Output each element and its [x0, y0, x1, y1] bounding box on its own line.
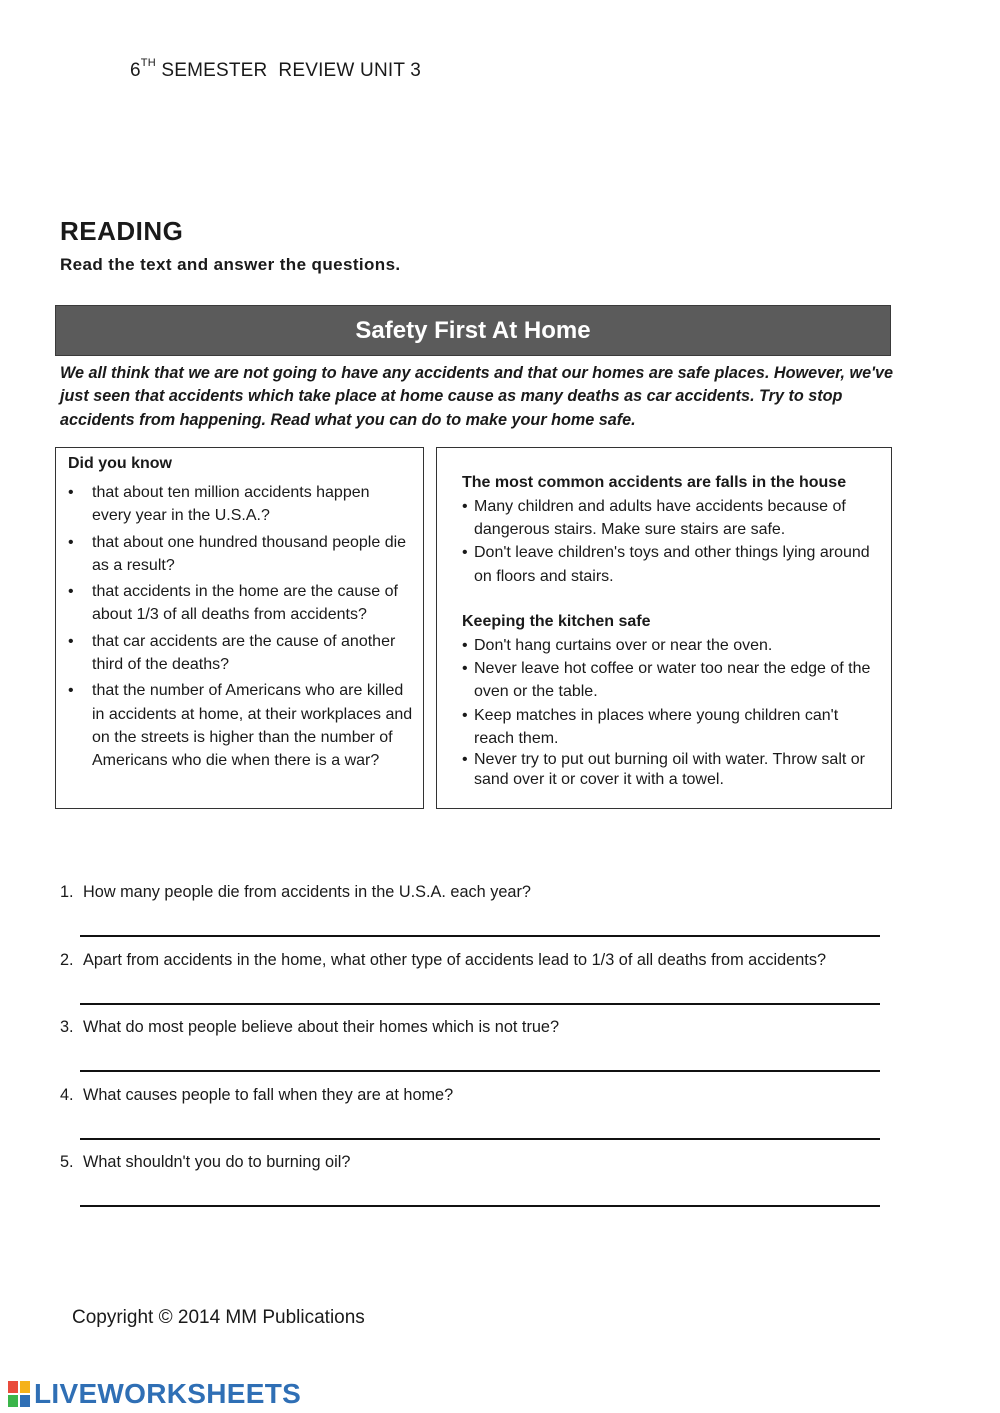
bullet-icon: • — [462, 660, 468, 678]
list-item: • Many children and adults have accidents because of dangerous stairs. Make sure stairs are safe. — [462, 495, 882, 541]
question-text: 2. Apart from accidents in the home, what other type of accidents lead to 1/3 of all deaths from accidents? — [60, 950, 827, 969]
did-you-know-box — [55, 447, 424, 809]
list-item: • that the number of Americans who are killed in accidents at home, at their workplaces and on the streets is higher than the number of Americans who die when there is a war? — [68, 679, 413, 772]
header-title-rest: SEMESTER REVIEW UNIT 3 — [155, 60, 422, 81]
bullet-icon: • — [462, 637, 468, 654]
questions-list — [60, 880, 900, 1218]
list-item: • Keep matches in places where young children can't reach them. — [462, 704, 882, 750]
kitchen-list — [462, 634, 882, 790]
question-row — [60, 1083, 900, 1151]
bullet-icon: • — [68, 484, 74, 501]
question-text: 5. What shouldn't you do to burning oil? — [60, 1153, 351, 1171]
article-title-bar — [55, 305, 891, 356]
header-title-prefix: 6 — [130, 60, 141, 81]
bullet-icon: • — [462, 751, 468, 769]
falls-list — [462, 495, 882, 588]
question-text: 4. What causes people to fall when they are at home? — [60, 1085, 454, 1104]
list-item: • that car accidents are the cause of another third of the deaths? — [68, 630, 413, 677]
question-row — [60, 880, 900, 948]
bullet-icon: • — [68, 533, 74, 551]
bullet-icon: • — [462, 544, 468, 562]
kitchen-section — [462, 610, 882, 790]
list-item: • that about one hundred thousand people die as a result? — [68, 531, 413, 578]
list-item: • Don't leave children's toys and other things lying around on floors and stairs. — [462, 541, 882, 587]
article-intro: We all think that we are not going to have any accidents and that our homes are safe places. However, we've just seen that accidents which take place at home cause as many deaths as car accidents. Try to stop accidents from happening. Read what you can do to make your home safe. — [60, 364, 893, 429]
article-title: Safety First At Home — [355, 316, 591, 344]
list-item: • Never leave hot coffee or water too near the edge of the oven or the table. — [462, 657, 882, 703]
falls-heading: The most common accidents are falls in the house — [462, 474, 847, 491]
answer-line[interactable] — [80, 1070, 880, 1072]
list-item: • that accidents in the home are the cause of about 1/3 of all deaths from accidents? — [68, 580, 413, 627]
answer-line[interactable] — [80, 1138, 880, 1140]
question-row — [60, 948, 900, 1016]
did-you-know-list — [68, 481, 413, 776]
did-you-know-heading: Did you know — [68, 455, 172, 472]
question-row — [60, 1015, 900, 1083]
liveworksheets-brand[interactable] — [8, 1378, 301, 1410]
bullet-icon: • — [462, 706, 468, 724]
header-title-superscript: TH — [140, 57, 156, 69]
bullet-icon: • — [68, 632, 74, 650]
answer-line[interactable] — [80, 1003, 880, 1005]
question-row — [60, 1150, 900, 1218]
bullet-icon: • — [68, 583, 74, 601]
list-item: • that about ten million accidents happen every year in the U.S.A.? — [68, 481, 413, 528]
question-text: 3. What do most people believe about their homes which is not true? — [60, 1018, 560, 1036]
section-instruction: Read the text and answer the questions. — [60, 255, 401, 274]
bullet-icon: • — [462, 498, 468, 515]
brand-name: LIVEWORKSHEETS — [34, 1378, 302, 1409]
list-item: • Never try to put out burning oil with water. Throw salt or sand over it or cover it with a towel. — [462, 751, 865, 789]
page-header-title — [130, 57, 422, 82]
safety-tips-box — [436, 447, 892, 809]
kitchen-heading: Keeping the kitchen safe — [462, 613, 651, 630]
answer-line[interactable] — [80, 1205, 880, 1207]
question-text: 1. How many people die from accidents in the U.S.A. each year? — [60, 883, 531, 901]
list-item: • Don't hang curtains over or near the oven. — [462, 634, 882, 657]
answer-line[interactable] — [80, 935, 880, 937]
falls-section — [462, 471, 882, 588]
bullet-icon: • — [68, 682, 74, 700]
liveworksheets-logo-icon — [8, 1381, 32, 1407]
section-heading: READING — [60, 216, 184, 246]
copyright-text: Copyright © 2014 MM Publications — [72, 1307, 365, 1328]
